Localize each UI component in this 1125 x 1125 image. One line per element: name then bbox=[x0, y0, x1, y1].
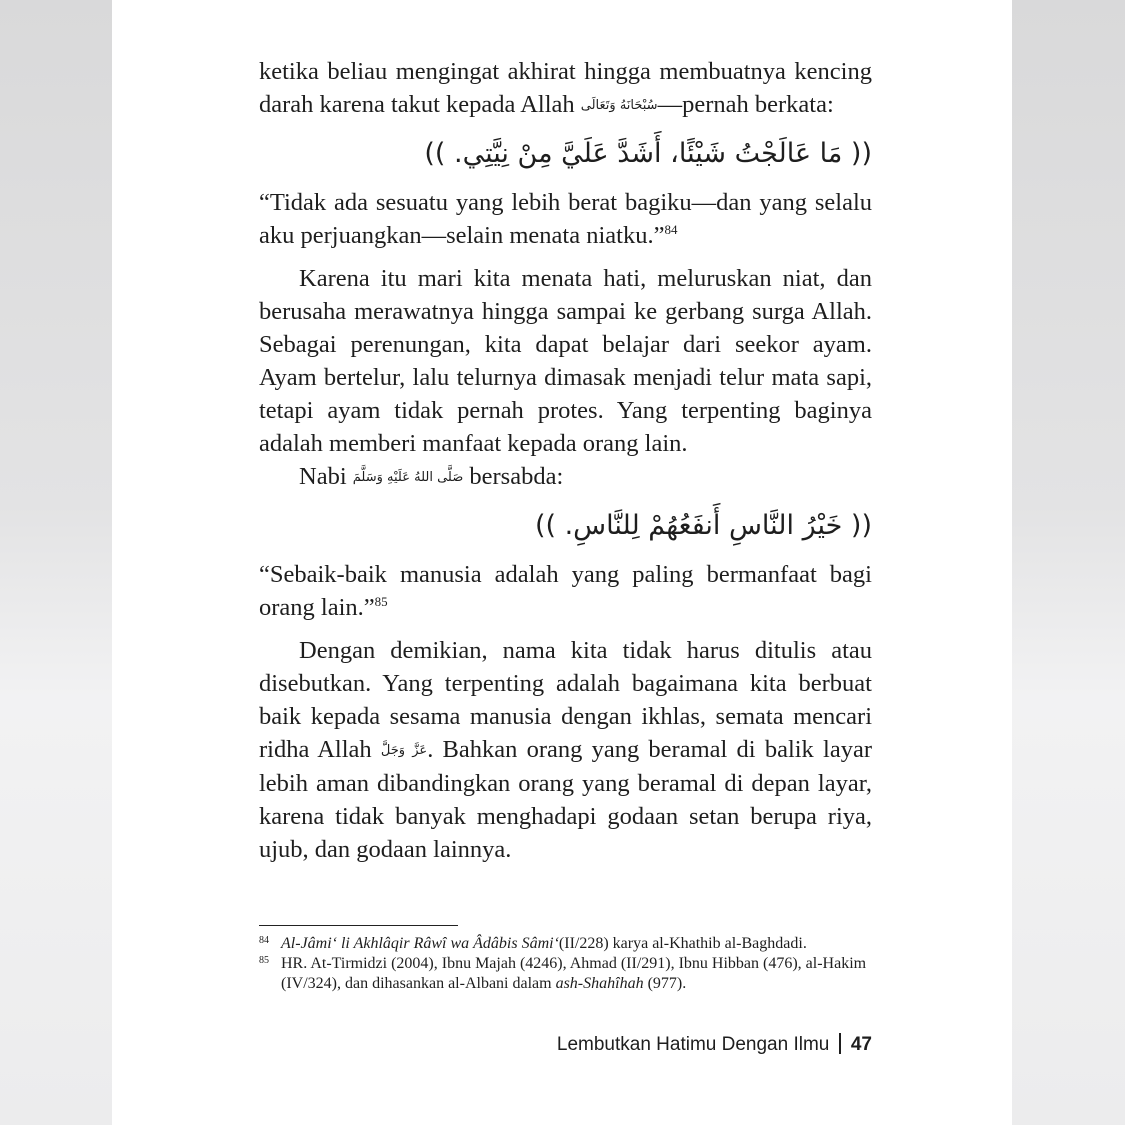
page-body bbox=[259, 55, 872, 866]
paragraph-4 bbox=[259, 634, 872, 866]
translation-2 bbox=[259, 558, 872, 624]
footnote-number: 84 bbox=[259, 935, 269, 946]
page-number: 47 bbox=[850, 1034, 872, 1055]
footnotes bbox=[259, 934, 872, 994]
paragraph-2: Karena itu mari kita menata hati, meluruskan niat, dan berusaha merawatnya hingga sampai ke gerbang surga Allah. Sebagai perenungan, kita dapat belajar dari seekor ayam. Ayam bertelur, lalu telurnya dimasak menjadi telur mata sapi, tetapi ayam tidak pernah protes. Yang terpenting baginya adalah memberi manfaat kepada orang lain. bbox=[259, 265, 872, 457]
footnote-divider bbox=[259, 925, 458, 926]
footnote-detail: HR. At-Tirmidzi (2004), Ibnu Majah (4246), Ahmad (II/291), Ibnu Hibban (476), al-Hakim (IV/324), dan dihasankan al-Albani dalam bbox=[281, 955, 867, 992]
honorific-salawat: صَلَّى اللهُ عَلَيْهِ وَسَلَّمَ bbox=[352, 470, 464, 485]
paragraph-3-text: Nabi bbox=[299, 463, 353, 490]
paragraph-1 bbox=[259, 55, 872, 122]
footnote-text bbox=[281, 954, 872, 994]
translation-1-text: “Tidak ada sesuatu yang lebih berat bagiku—dan yang selalu aku perjuangkan—selain menata niatku.” bbox=[259, 189, 872, 249]
paragraph-1-end: —pernah berkata: bbox=[657, 91, 834, 118]
translation-1 bbox=[259, 186, 872, 252]
footnote-title: ash-Shahîhah bbox=[555, 975, 644, 992]
running-title: Lembutkan Hatimu Dengan Ilmu bbox=[556, 1034, 830, 1055]
page-footer bbox=[259, 1033, 872, 1056]
footnote-ref-84: 84 bbox=[664, 222, 678, 237]
footnote-detail: (II/228) karya al-Khathib al-Baghdadi. bbox=[558, 935, 807, 952]
paragraph-4-end: . Bahkan orang yang beramal di balik layar lebih aman dibandingkan orang yang beramal di depan layar, karena tidak banyak menghadapi godaan setan berupa riya, ujub, dan godaan lainnya. bbox=[259, 736, 872, 863]
footnote-title: Al-Jâmi‘ li Akhlâqir Râwî wa Âdâbis Sâmi‘ bbox=[281, 935, 559, 952]
footnote-84 bbox=[259, 934, 872, 954]
book-page bbox=[112, 0, 1012, 1125]
paragraph-1-text: ketika beliau mengingat akhirat hingga membuatnya kencing darah karena takut kepada Allah bbox=[259, 58, 872, 118]
honorific-subhanahu: سُبْحَانَهُ وَتَعَالَى bbox=[580, 98, 658, 113]
footer-separator bbox=[839, 1033, 841, 1054]
arabic-quote-1: (( مَا عَالَجْتُ شَيْئًا، أَشَدَّ عَلَيَّ مِنْ نِيَّتِي. )) bbox=[424, 138, 872, 169]
paragraph-4-text: Dengan demikian, nama kita tidak harus ditulis atau disebutkan. Yang terpenting adalah bagaimana kita berbuat baik kepada sesama manusia dengan ikhlas, semata mencari ridha Allah bbox=[259, 637, 872, 763]
paragraph-3 bbox=[259, 460, 872, 494]
arabic-quote-2: (( خَيْرُ النَّاسِ أَنفَعُهُمْ لِلنَّاسِ. )) bbox=[534, 510, 872, 541]
honorific-azza-wa-jalla: عَزَّ وَجَلَّ bbox=[380, 743, 428, 758]
footnote-text bbox=[281, 934, 872, 954]
footnote-detail-end: (977). bbox=[643, 975, 687, 992]
translation-2-text: “Sebaik-baik manusia adalah yang paling bermanfaat bagi orang lain.” bbox=[259, 561, 872, 621]
footnote-85 bbox=[259, 954, 872, 994]
paragraph-3-end: bersabda: bbox=[463, 463, 564, 490]
footnote-number: 85 bbox=[259, 955, 269, 966]
footnote-ref-85: 85 bbox=[374, 594, 388, 609]
